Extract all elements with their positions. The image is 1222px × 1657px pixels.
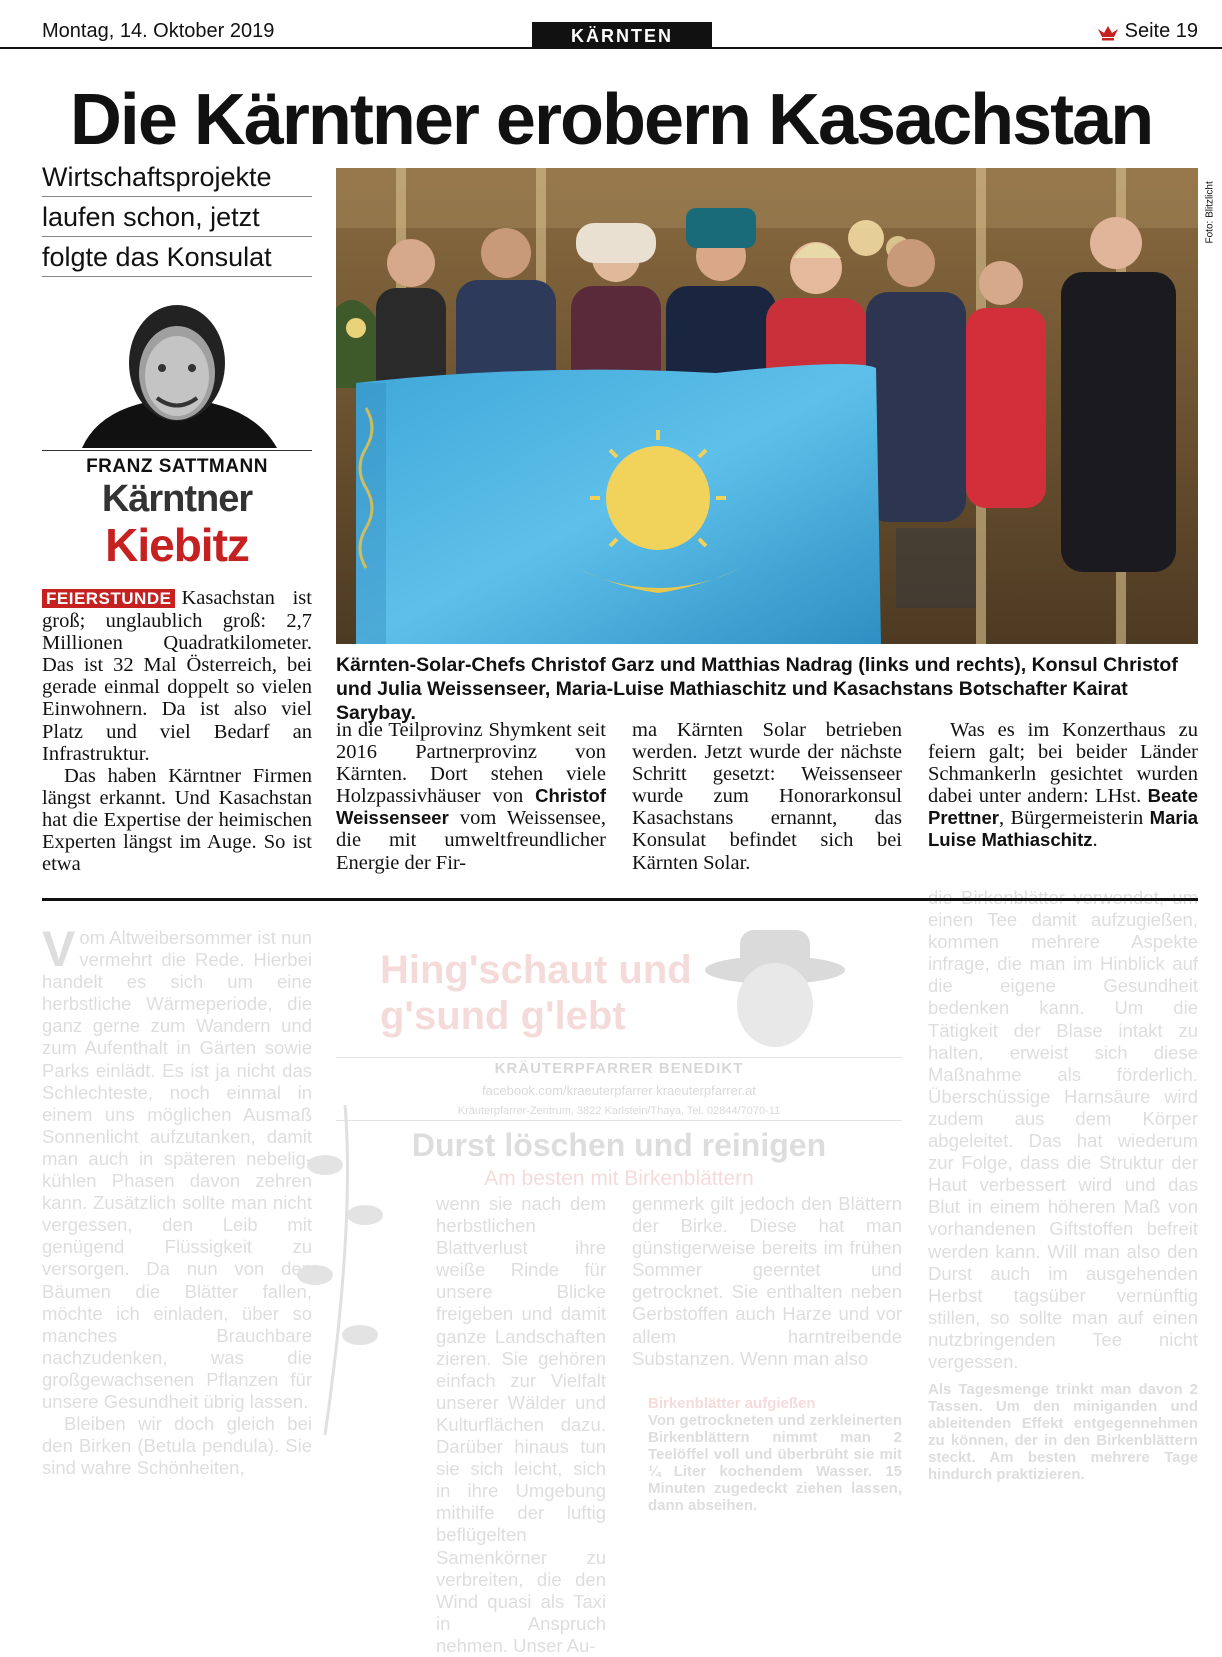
faded-column-2 xyxy=(336,1193,606,1657)
article-column-3 xyxy=(632,719,902,874)
tip-box-2 xyxy=(928,1381,1198,1483)
faded-article-kraeuterpfarrer xyxy=(0,887,1222,1656)
subheadline-line-1: Wirtschaftsprojekte xyxy=(42,158,312,197)
faded-col4-text: die Birkenblätter verwendet, um einen Tee damit aufzugießen, kommen mehrere Aspekte infrage, die man im Hinblick auf die eigene Gesundheit bedenken kann. Um die Tätigkeit der Blase intakt zu halten, erweist sich diese Maßnahme als förderlich. Überschüssige Harnsäure wird zudem aus dem Körper abgeleitet. Das hat wiederum zur Folge, dass die Struktur der Haut verbessert wird und das Blut in einem höheren Maß von vorhandenen Giftstoffen befreit werden kann. Will man also den Durst auch im ausgehenden Herbst tagsüber vernünftig stillen, so sollte man auf einen nutzbringenden Tee nicht vergessen. xyxy=(928,887,1198,1372)
faded-column-3 xyxy=(632,1193,902,1370)
rubric-divider xyxy=(336,1057,902,1058)
drop-cap: V xyxy=(42,921,76,977)
kraeuterpfarrer-contact: facebook.com/kraeuterpfarrer kraeuterpfarrer.at xyxy=(482,1083,756,1098)
columnist-name: FRANZ SATTMANN xyxy=(86,456,268,477)
column-brand-kiebitz: Kiebitz xyxy=(105,519,249,571)
article-column-1 xyxy=(42,587,312,875)
faded-article-subtitle: Am besten mit Birkenblättern xyxy=(484,1167,754,1190)
article-col3-text: ma Kärnten Solar betrieben werden. Jetzt wurde der nächste Schritt gesetzt: Weissenseer wurde zum Honorarkonsul Kasachstans ernannt, das Konsulat befindet sich bei Kärnten Solar. xyxy=(632,719,902,874)
faded-article-title: Durst löschen und reinigen xyxy=(411,1127,827,1163)
person-name-weissenseer: Christof Weissenseer xyxy=(336,785,606,829)
photo-caption: Kärnten-Solar-Chefs Christof Garz und Matthias Nadrag (links und rechts), Konsul Christof und Julia Weissenseer, Maria-Luise Mathiaschitz und Kasachstans Botschafter Kairat Sarybay. xyxy=(336,654,1178,724)
rubric-line-2: g'sund g'lebt xyxy=(380,994,626,1038)
article-col4-text-a: Was es im Konzerthaus zu feiern galt; bei beider Länder Schmankerln gesichtet wurden dabei unter andern: LHst. xyxy=(928,719,1198,808)
kraeuterpfarrer-address: Kräuterpfarrer-Zentrum, 3822 Karlstein/Thaya, Tel. 02844/7070-11 xyxy=(457,1105,781,1117)
faded-col2-text: wenn sie nach dem herbstlichen Blattverlust ihre weiße Rinde für unsere Blicke freigeben und damit ganze Landschaften zieren. Sie gehören einfach zur Vielfalt unserer Wälder und Kulturflächen dazu. Darüber hinaus tun sie sich leicht, sich in ihre Umgebung mithilfe der luftig beflügelten Samenkörner zu verbreiten, die den Wind quasi als Taxi in Anspruch nehmen. Unser Au- xyxy=(436,1193,606,1656)
kicker-label: FEIERSTUNDE xyxy=(42,589,175,608)
columnist-divider xyxy=(42,450,312,451)
faded-col3-text: genmerk gilt jedoch den Blättern der Birke. Diese hat man günstigerweise bereits im frühen Sommer geerntet und getrocknet. Sie enthalten neben Gerbstoffen auch Harze und vor allem harntreibende Substanzen. Wenn man also xyxy=(632,1193,902,1369)
article-col1-para2: Das haben Kärntner Firmen längst erkannt. Und Kasachstan hat die Expertise der heimischen Experten längst im Auge. So ist etwa xyxy=(42,764,312,876)
subheadline-line-2: laufen schon, jetzt xyxy=(42,198,312,237)
columnist-portrait xyxy=(42,298,312,448)
tip-box-1 xyxy=(648,1395,902,1514)
section-label: KÄRNTEN xyxy=(532,22,712,48)
faded-column-1 xyxy=(42,921,312,1479)
tip-box-1-title: Birkenblätter aufgießen xyxy=(648,1395,816,1412)
page-number: Seite 19 xyxy=(1124,20,1198,42)
faded-col1-text: om Altweibersommer ist nun vermehrt die Rede. Hierbei handelt es sich um eine herbstliche Wärmeperiode, die ganz gerne zum Wandern und zum Aufenthalt in Gärten sowie Parks einlädt. Es ist ja nicht das Schlechteste, noch einmal in einem uns möglichen Ausmaß Sonnenlicht aufzutanken, damit man auch in späteren nebelig-kühlen Phasen davon zehren kann. Zusätzlich sollte man nicht vergessen, den Leib mit genügend Flüssigkeit zu versorgen. Da nun von den Bäumen die Blätter fallen, möchte ich einladen, über so manches Brauchbare nachzudenken, was die großgewachsenen Pflanzen für unsere Gesundheit übrig lassen. xyxy=(42,927,312,1412)
headline: Die Kärntner erobern Kasachstan xyxy=(69,80,1153,160)
subheadline-line-3: folgte das Konsulat xyxy=(42,238,312,277)
article-column-2 xyxy=(336,719,606,874)
photo-credit: Foto: Blitzlicht xyxy=(1204,181,1216,244)
address-divider xyxy=(336,1120,902,1121)
faded-column-4 xyxy=(928,887,1198,1373)
person-name-mathiaschitz: Maria Luise Mathiaschitz xyxy=(928,807,1198,851)
column-brand-kaerntner: Kärntner xyxy=(101,478,253,520)
person-name-prettner: Beate Prettner xyxy=(928,785,1198,829)
article-col1-para1: Kasachstan ist groß; unglaublich groß: 2,7 Millionen Quadratkilometer. Das ist 32 Mal Österreich, bei gerade einmal doppelt so vielen Einwohnern. Da ist also viel Platz und viel Bedarf an Infrastruktur. xyxy=(42,587,312,765)
article-column-4 xyxy=(928,719,1198,852)
article-col2-text-b: vom Weissensee, die mit umweltfreundlicher Energie der Fir- xyxy=(336,807,607,874)
article-col4-text-c: . xyxy=(1092,829,1098,852)
rubric-line-1: Hing'schaut und xyxy=(380,948,692,992)
faded-col1-para2: Bleiben wir doch gleich bei den Birken (Betula pendula). Sie sind wahre Schönheiten, xyxy=(42,1413,312,1479)
article-col4-text-b: , Bürgermeisterin xyxy=(998,807,1144,830)
kraeuterpfarrer-portrait xyxy=(700,920,850,1070)
issue-date: Montag, 14. Oktober 2019 xyxy=(42,20,275,42)
rubric-title xyxy=(380,947,692,1039)
tip-box-2-text: Als Tagesmenge trinkt man davon 2 Tassen. Um den miniganden und ableitenden Effekt entgegennehmen zu können, der in den Birkenblättern steckt. Am besten mehrere Tage hindurch praktizieren. xyxy=(928,1381,1198,1483)
article-col2-text-a: in die Teilprovinz Shymkent seit 2016 Partnerprovinz von Kärnten. Dort stehen viele Holzpassivhäuser von xyxy=(336,719,606,808)
crown-icon xyxy=(1097,23,1119,41)
page-number-group xyxy=(1097,20,1198,43)
tip-box-1-text: Von getrockneten und zerkleinerten Birkenblättern nimmt man 2 Teelöffel voll und überbrüht sie mit ¼ Liter kochendem Wasser. 15 Minuten zugedeckt ziehen lassen, dann abseihen. xyxy=(648,1412,902,1514)
kraeuterpfarrer-author: KRÄUTERPFARRER BENEDIKT xyxy=(494,1060,744,1077)
group-photo-with-flag xyxy=(336,168,1198,644)
header-rule xyxy=(0,47,1222,49)
